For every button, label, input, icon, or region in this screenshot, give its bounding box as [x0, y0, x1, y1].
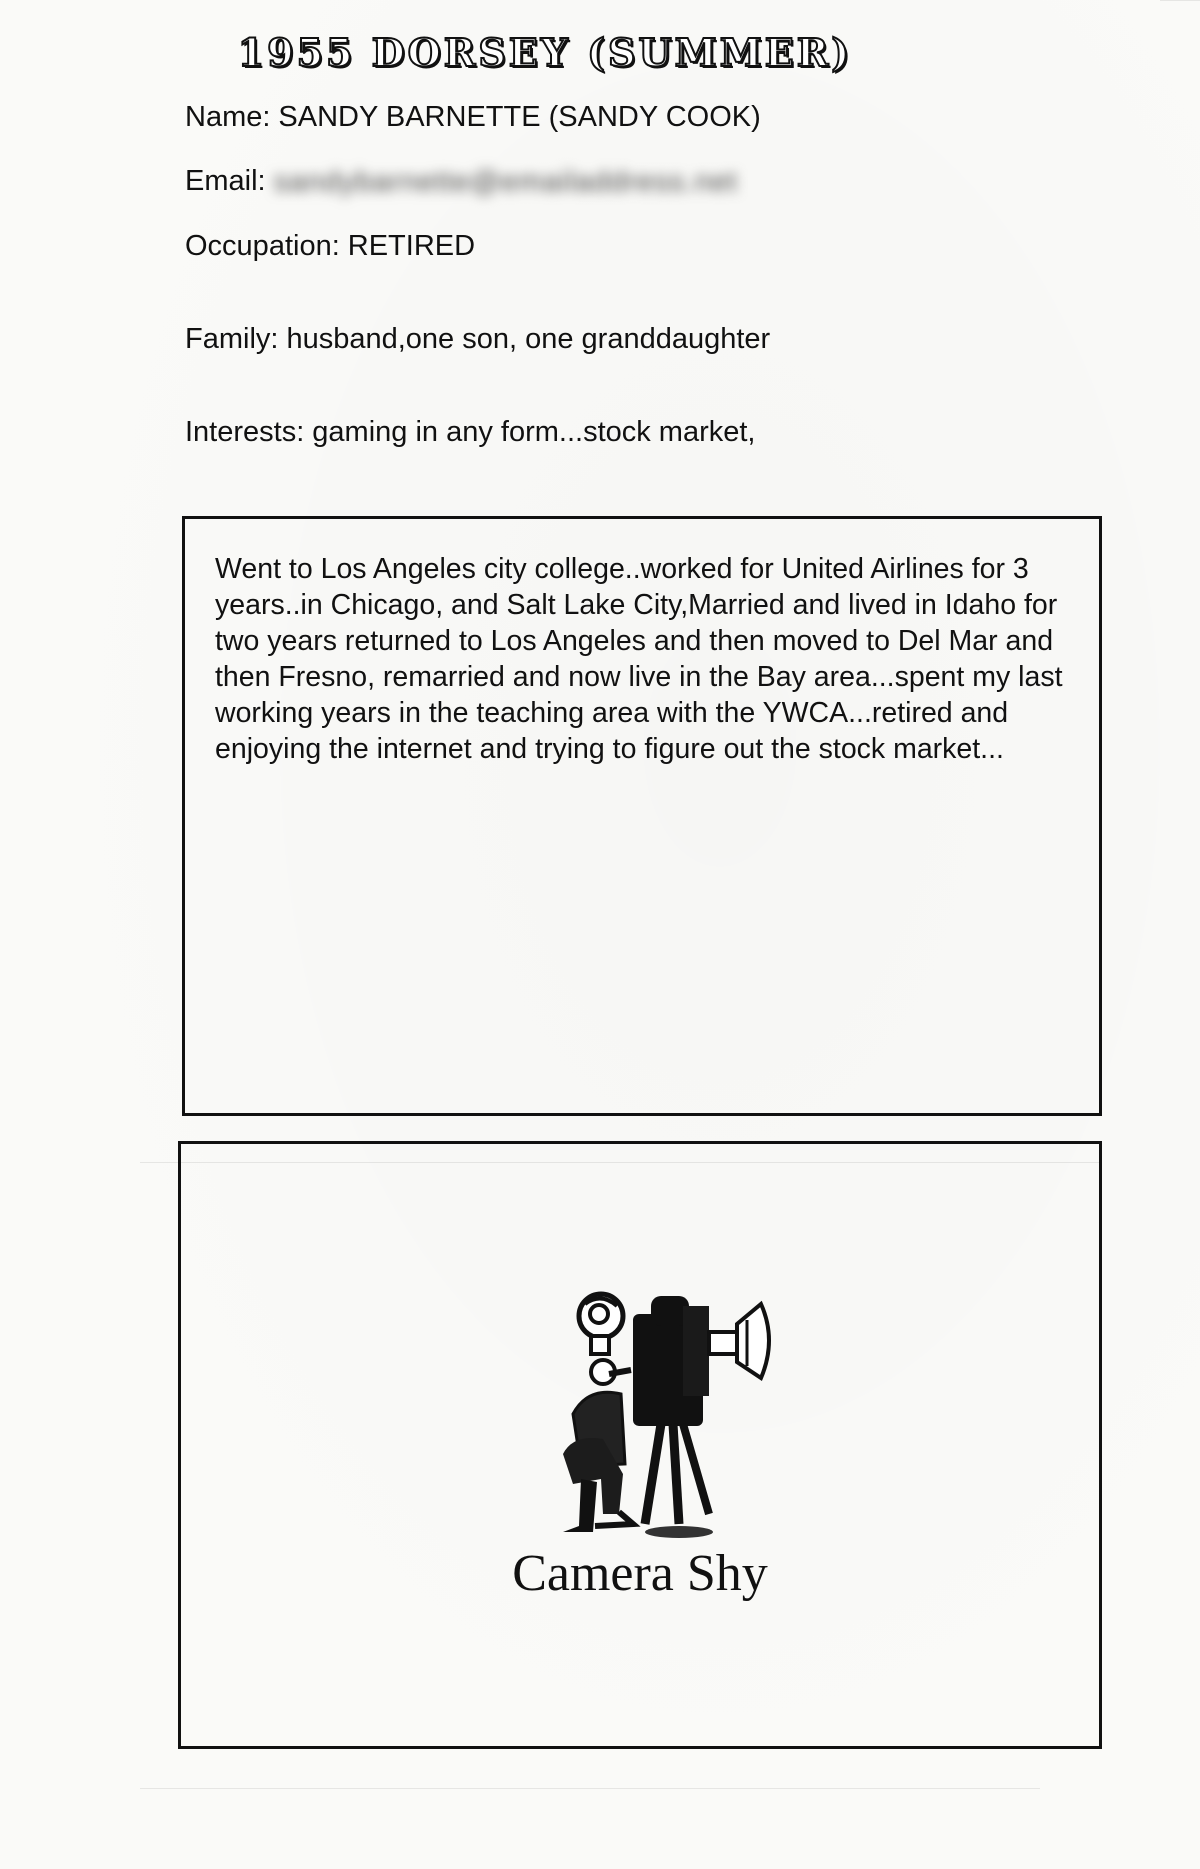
family-label: Family:	[185, 323, 279, 355]
name-field	[185, 101, 761, 134]
family-field	[185, 323, 770, 356]
family-value: husband,one son, one granddaughter	[286, 323, 771, 355]
interests-label: Interests:	[185, 416, 305, 448]
email-value-redacted: sandybarnette@emailaddress.net	[273, 165, 738, 198]
bleed-through-rule	[1160, 0, 1200, 1]
occupation-value: RETIRED	[347, 230, 476, 262]
interests-field	[185, 416, 756, 449]
photo-caption: Camera Shy	[512, 1545, 768, 1602]
occupation-label: Occupation:	[185, 230, 340, 262]
name-label: Name:	[185, 101, 271, 133]
vintage-movie-camera-operator-icon	[533, 1274, 783, 1544]
name-value: SANDY BARNETTE (SANDY COOK)	[278, 101, 761, 133]
email-field	[185, 165, 738, 199]
email-label: Email:	[185, 165, 266, 197]
occupation-field	[185, 230, 475, 263]
interests-value: gaming in any form...stock market,	[312, 416, 756, 448]
bleed-through-rule	[140, 1788, 1040, 1789]
bio-text: Went to Los Angeles city college..worked for United Airlines for 3 years..in Chicago, and Salt Lake City,Married and lived in Idaho for two years returned to Los Angeles and then moved to Del Mar and then Fresno, remarried and now live in the Bay area...spent my last working years in the teaching area with the YWCA...retired and enjoying the internet and trying to figure out the stock market...	[215, 553, 1063, 765]
bio-box	[182, 516, 1102, 1116]
photo-box	[178, 1141, 1102, 1749]
page-title: 1955 DORSEY (SUMMER)	[237, 30, 853, 75]
